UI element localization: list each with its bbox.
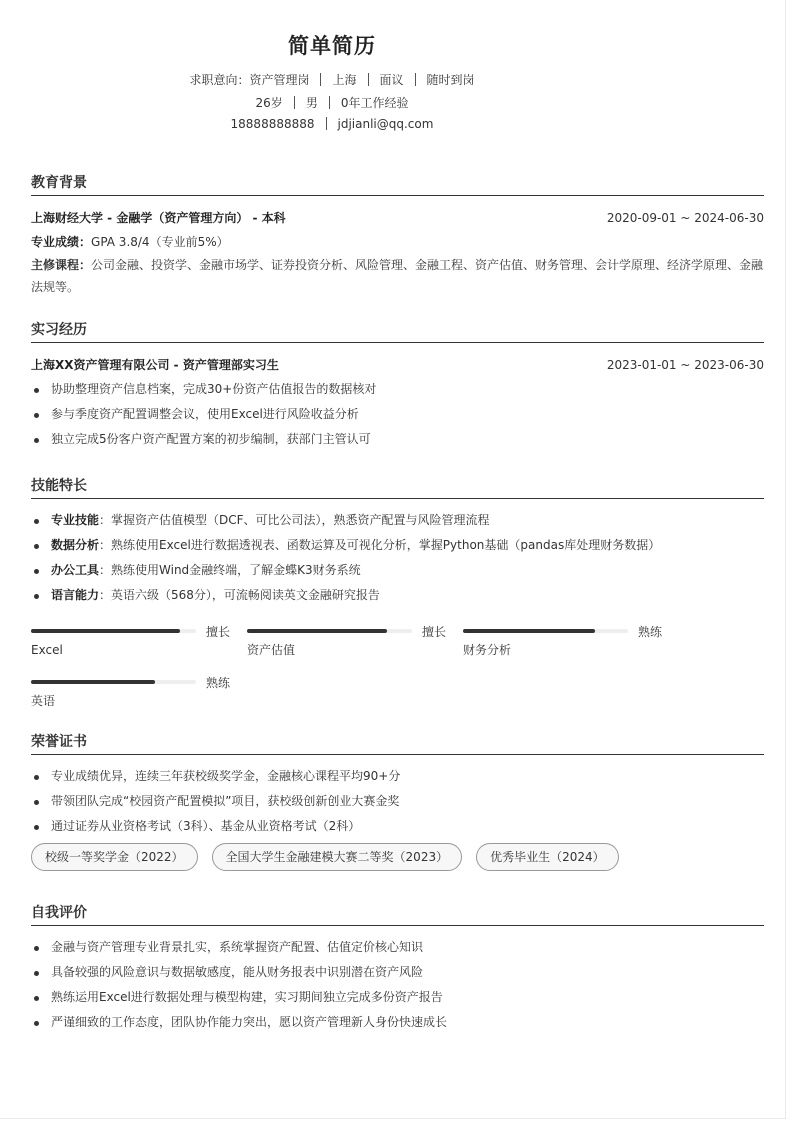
gpa-line: [31, 230, 764, 254]
honors-section: [31, 731, 764, 871]
skill-text: ：掌握资产估值模型（DCF、可比公司法），熟悉资产配置与风险管理流程: [99, 513, 490, 527]
internship-list: [31, 377, 764, 452]
self-eval-section: [31, 902, 764, 1035]
skill-text: ：熟练使用Excel进行数据透视表、函数运算及可视化分析，掌握Python基础（pandas库处理财务数据）: [99, 538, 661, 552]
list-item: [31, 533, 764, 558]
progress-bar: [247, 629, 412, 633]
education-date: 2020-09-01 ~ 2024-06-30: [606, 210, 764, 225]
contact-line: [0, 117, 664, 131]
courses-line: [31, 254, 764, 298]
section-title: 实习经历: [31, 319, 764, 343]
skill-bars: [31, 621, 764, 723]
skill-bar-item: [247, 621, 463, 672]
internship-section: [31, 319, 764, 452]
divider: [415, 73, 416, 86]
skill-bar-item: [31, 621, 247, 672]
honor-tags: [31, 843, 764, 871]
skill-text: ：熟练使用Wind金融终端，了解金蝶K3财务系统: [99, 563, 361, 577]
section-title: 技能特长: [31, 475, 764, 499]
skill-name: 资产估值: [247, 643, 296, 657]
intent-position: 求职意向：资产管理岗: [189, 73, 310, 87]
company-position: 上海XX资产管理有限公司 - 资产管理部实习生: [31, 358, 279, 372]
skill-label: 专业技能: [51, 513, 100, 527]
list-item: 独立完成5份客户资产配置方案的初步编制，获部门主管认可: [31, 427, 764, 452]
list-item: 通过证券从业资格考试（3科）、基金从业资格考试（2科）: [31, 814, 764, 839]
progress-fill: [463, 629, 595, 633]
courses-label: 主修课程：: [31, 258, 92, 272]
courses-value: 公司金融、投资学、金融市场学、证券投资分析、风险管理、金融工程、资产估值、财务管理、会计学原理、经济学原理、金融法规等。: [31, 258, 764, 294]
honor-tag: 优秀毕业生（2024）: [476, 843, 619, 871]
divider: [326, 117, 327, 130]
progress-bar: [463, 629, 628, 633]
school-degree: 上海财经大学 - 金融学（资产管理方向） - 本科: [31, 211, 286, 225]
divider: [294, 96, 295, 109]
skill-label: 语言能力: [51, 588, 100, 602]
internship-date: 2023-01-01 ~ 2023-06-30: [606, 357, 764, 372]
list-item: 带领团队完成“校园资产配置模拟”项目，获校级创新创业大赛金奖: [31, 789, 764, 814]
list-item: 熟练运用Excel进行数据处理与模型构建，实习期间独立完成多份资产报告: [31, 985, 764, 1010]
intent-salary: 面议: [379, 73, 404, 87]
list-item: [31, 558, 764, 583]
job-intent-line: [0, 71, 664, 88]
gender: 男: [305, 96, 318, 110]
internship-row: [31, 352, 764, 377]
progress-fill: [31, 680, 155, 684]
list-item: 严谨细致的工作态度，团队协作能力突出，愿以资产管理新人身份快速成长: [31, 1010, 764, 1035]
education-row: [31, 205, 764, 230]
list-item: 参与季度资产配置调整会议，使用Excel进行风险收益分析: [31, 402, 764, 427]
progress-bar: [31, 680, 196, 684]
section-title: 荣誉证书: [31, 731, 764, 755]
gpa-value: GPA 3.8/4（专业前5%）: [91, 235, 229, 249]
skill-name: Excel: [31, 643, 63, 657]
skill-bar-item: [31, 672, 247, 723]
email: jdjianli@qq.com: [337, 117, 434, 131]
skills-list: [31, 508, 764, 608]
skill-level: 擅长: [422, 624, 447, 639]
section-title: 教育背景: [31, 172, 764, 196]
skill-text: ：英语六级（568分），可流畅阅读英文金融研究报告: [99, 588, 380, 602]
skill-level: 熟练: [206, 675, 231, 690]
skill-bar-item: [463, 621, 679, 672]
resume-title: 简单简历: [288, 34, 376, 58]
list-item: 专业成绩优异，连续三年获校级奖学金，金融核心课程平均90+分: [31, 764, 764, 789]
honor-tag: 校级一等奖学金（2022）: [31, 843, 198, 871]
divider: [368, 73, 369, 86]
age: 26岁: [255, 96, 283, 110]
skill-name: 财务分析: [463, 643, 512, 657]
skill-level: 熟练: [638, 624, 663, 639]
divider: [320, 73, 321, 86]
list-item: 金融与资产管理专业背景扎实，系统掌握资产配置、估值定价核心知识: [31, 935, 764, 960]
progress-bar: [31, 629, 196, 633]
experience: 0年工作经验: [340, 96, 409, 110]
skill-name: 英语: [31, 694, 56, 708]
list-item: [31, 508, 764, 533]
honor-tag: 全国大学生金融建模大赛二等奖（2023）: [212, 843, 463, 871]
section-title: 自我评价: [31, 902, 764, 926]
skill-level: 擅长: [206, 624, 231, 639]
divider: [329, 96, 330, 109]
list-item: 协助整理资产信息档案，完成30+份资产估值报告的数据核对: [31, 377, 764, 402]
progress-fill: [247, 629, 387, 633]
phone: 18888888888: [230, 117, 315, 131]
honors-list: [31, 764, 764, 839]
progress-fill: [31, 629, 180, 633]
skill-label: 办公工具: [51, 563, 100, 577]
intent-availability: 随时到岗: [426, 73, 475, 87]
skill-label: 数据分析: [51, 538, 100, 552]
intent-city: 上海: [332, 73, 357, 87]
education-section: [31, 172, 764, 298]
basic-info-line: [0, 94, 664, 111]
gpa-label: 专业成绩：: [31, 235, 92, 249]
list-item: 具备较强的风险意识与数据敏感度，能从财务报表中识别潜在资产风险: [31, 960, 764, 985]
skills-section: [31, 475, 764, 723]
self-eval-list: [31, 935, 764, 1035]
list-item: [31, 583, 764, 608]
